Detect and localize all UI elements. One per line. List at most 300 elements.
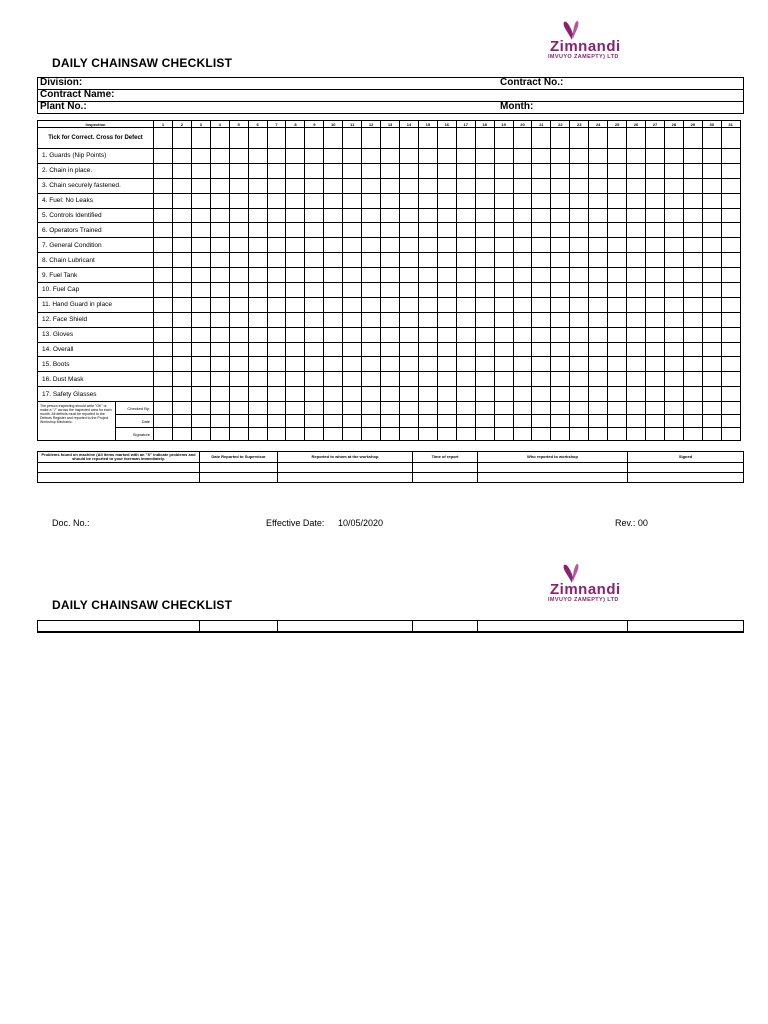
check-cell[interactable] bbox=[362, 342, 381, 357]
check-cell[interactable] bbox=[721, 128, 740, 149]
signoff-cell[interactable] bbox=[494, 428, 513, 441]
check-cell[interactable] bbox=[627, 238, 646, 253]
check-cell[interactable] bbox=[191, 268, 210, 283]
check-cell[interactable] bbox=[362, 297, 381, 312]
signoff-cell[interactable] bbox=[456, 402, 475, 415]
check-cell[interactable] bbox=[494, 372, 513, 387]
check-cell[interactable] bbox=[645, 128, 664, 149]
signoff-cell[interactable] bbox=[532, 415, 551, 428]
check-cell[interactable] bbox=[154, 387, 173, 402]
check-cell[interactable] bbox=[627, 128, 646, 149]
signoff-cell[interactable] bbox=[551, 415, 570, 428]
check-cell[interactable] bbox=[437, 163, 456, 178]
check-cell[interactable] bbox=[513, 238, 532, 253]
check-cell[interactable] bbox=[210, 208, 229, 223]
check-cell[interactable] bbox=[400, 178, 419, 193]
check-cell[interactable] bbox=[589, 238, 608, 253]
check-cell[interactable] bbox=[248, 223, 267, 238]
check-cell[interactable] bbox=[191, 297, 210, 312]
check-cell[interactable] bbox=[589, 283, 608, 298]
check-cell[interactable] bbox=[532, 193, 551, 208]
signoff-cell[interactable] bbox=[570, 428, 589, 441]
signoff-cell[interactable] bbox=[702, 415, 721, 428]
check-cell[interactable] bbox=[456, 253, 475, 268]
signoff-cell[interactable] bbox=[551, 428, 570, 441]
check-cell[interactable] bbox=[551, 149, 570, 164]
check-cell[interactable] bbox=[589, 128, 608, 149]
check-cell[interactable] bbox=[608, 149, 627, 164]
signoff-cell[interactable] bbox=[721, 415, 740, 428]
check-cell[interactable] bbox=[702, 268, 721, 283]
signoff-cell[interactable] bbox=[305, 415, 324, 428]
check-cell[interactable] bbox=[475, 238, 494, 253]
check-cell[interactable] bbox=[589, 149, 608, 164]
check-cell[interactable] bbox=[343, 283, 362, 298]
check-cell[interactable] bbox=[305, 268, 324, 283]
check-cell[interactable] bbox=[645, 163, 664, 178]
check-cell[interactable] bbox=[324, 193, 343, 208]
check-cell[interactable] bbox=[532, 163, 551, 178]
check-cell[interactable] bbox=[437, 193, 456, 208]
signoff-cell[interactable] bbox=[267, 402, 286, 415]
check-cell[interactable] bbox=[456, 128, 475, 149]
check-cell[interactable] bbox=[172, 283, 191, 298]
check-cell[interactable] bbox=[627, 223, 646, 238]
check-cell[interactable] bbox=[664, 297, 683, 312]
check-cell[interactable] bbox=[154, 193, 173, 208]
check-cell[interactable] bbox=[343, 193, 362, 208]
check-cell[interactable] bbox=[418, 223, 437, 238]
signoff-cell[interactable] bbox=[551, 402, 570, 415]
signoff-cell[interactable] bbox=[362, 428, 381, 441]
check-cell[interactable] bbox=[400, 128, 419, 149]
check-cell[interactable] bbox=[494, 208, 513, 223]
signoff-cell[interactable] bbox=[229, 415, 248, 428]
check-cell[interactable] bbox=[267, 312, 286, 327]
check-cell[interactable] bbox=[381, 327, 400, 342]
check-cell[interactable] bbox=[229, 297, 248, 312]
check-cell[interactable] bbox=[381, 342, 400, 357]
check-cell[interactable] bbox=[532, 223, 551, 238]
check-cell[interactable] bbox=[513, 223, 532, 238]
check-cell[interactable] bbox=[229, 253, 248, 268]
check-cell[interactable] bbox=[437, 312, 456, 327]
check-cell[interactable] bbox=[305, 128, 324, 149]
check-cell[interactable] bbox=[456, 208, 475, 223]
check-cell[interactable] bbox=[456, 223, 475, 238]
check-cell[interactable] bbox=[172, 223, 191, 238]
check-cell[interactable] bbox=[570, 128, 589, 149]
check-cell[interactable] bbox=[570, 223, 589, 238]
check-cell[interactable] bbox=[608, 387, 627, 402]
check-cell[interactable] bbox=[324, 372, 343, 387]
check-cell[interactable] bbox=[589, 297, 608, 312]
check-cell[interactable] bbox=[324, 342, 343, 357]
check-cell[interactable] bbox=[437, 387, 456, 402]
check-cell[interactable] bbox=[702, 297, 721, 312]
signoff-cell[interactable] bbox=[627, 415, 646, 428]
check-cell[interactable] bbox=[191, 238, 210, 253]
check-cell[interactable] bbox=[627, 342, 646, 357]
signoff-cell[interactable] bbox=[286, 402, 305, 415]
check-cell[interactable] bbox=[267, 193, 286, 208]
check-cell[interactable] bbox=[324, 312, 343, 327]
check-cell[interactable] bbox=[702, 193, 721, 208]
check-cell[interactable] bbox=[589, 178, 608, 193]
check-cell[interactable] bbox=[381, 357, 400, 372]
check-cell[interactable] bbox=[551, 268, 570, 283]
check-cell[interactable] bbox=[589, 387, 608, 402]
check-cell[interactable] bbox=[532, 238, 551, 253]
check-cell[interactable] bbox=[267, 268, 286, 283]
check-cell[interactable] bbox=[683, 193, 702, 208]
check-cell[interactable] bbox=[248, 253, 267, 268]
check-cell[interactable] bbox=[475, 372, 494, 387]
check-cell[interactable] bbox=[475, 283, 494, 298]
check-cell[interactable] bbox=[381, 283, 400, 298]
reported-to-cell[interactable] bbox=[278, 621, 413, 633]
check-cell[interactable] bbox=[702, 163, 721, 178]
check-cell[interactable] bbox=[627, 357, 646, 372]
signoff-cell[interactable] bbox=[248, 428, 267, 441]
check-cell[interactable] bbox=[551, 163, 570, 178]
check-cell[interactable] bbox=[248, 283, 267, 298]
check-cell[interactable] bbox=[400, 149, 419, 164]
check-cell[interactable] bbox=[532, 208, 551, 223]
check-cell[interactable] bbox=[210, 327, 229, 342]
check-cell[interactable] bbox=[721, 297, 740, 312]
check-cell[interactable] bbox=[172, 268, 191, 283]
check-cell[interactable] bbox=[721, 163, 740, 178]
check-cell[interactable] bbox=[608, 297, 627, 312]
check-cell[interactable] bbox=[702, 178, 721, 193]
check-cell[interactable] bbox=[191, 283, 210, 298]
check-cell[interactable] bbox=[494, 178, 513, 193]
check-cell[interactable] bbox=[154, 178, 173, 193]
problem-cell[interactable] bbox=[38, 621, 200, 633]
signoff-cell[interactable] bbox=[154, 428, 173, 441]
check-cell[interactable] bbox=[721, 208, 740, 223]
check-cell[interactable] bbox=[418, 387, 437, 402]
check-cell[interactable] bbox=[267, 149, 286, 164]
check-cell[interactable] bbox=[362, 312, 381, 327]
check-cell[interactable] bbox=[305, 312, 324, 327]
check-cell[interactable] bbox=[154, 297, 173, 312]
check-cell[interactable] bbox=[172, 208, 191, 223]
check-cell[interactable] bbox=[437, 238, 456, 253]
check-cell[interactable] bbox=[418, 342, 437, 357]
check-cell[interactable] bbox=[400, 268, 419, 283]
signoff-cell[interactable] bbox=[589, 428, 608, 441]
check-cell[interactable] bbox=[381, 238, 400, 253]
signoff-cell[interactable] bbox=[324, 415, 343, 428]
signoff-cell[interactable] bbox=[721, 402, 740, 415]
check-cell[interactable] bbox=[400, 283, 419, 298]
check-cell[interactable] bbox=[683, 312, 702, 327]
signoff-cell[interactable] bbox=[608, 402, 627, 415]
check-cell[interactable] bbox=[551, 297, 570, 312]
check-cell[interactable] bbox=[267, 387, 286, 402]
check-cell[interactable] bbox=[551, 357, 570, 372]
check-cell[interactable] bbox=[267, 283, 286, 298]
check-cell[interactable] bbox=[267, 208, 286, 223]
signoff-cell[interactable] bbox=[229, 402, 248, 415]
check-cell[interactable] bbox=[513, 128, 532, 149]
check-cell[interactable] bbox=[551, 128, 570, 149]
check-cell[interactable] bbox=[362, 387, 381, 402]
check-cell[interactable] bbox=[400, 208, 419, 223]
check-cell[interactable] bbox=[229, 128, 248, 149]
check-cell[interactable] bbox=[154, 128, 173, 149]
check-cell[interactable] bbox=[191, 178, 210, 193]
signoff-cell[interactable] bbox=[381, 428, 400, 441]
check-cell[interactable] bbox=[248, 149, 267, 164]
signoff-cell[interactable] bbox=[191, 402, 210, 415]
check-cell[interactable] bbox=[551, 372, 570, 387]
signoff-cell[interactable] bbox=[267, 415, 286, 428]
check-cell[interactable] bbox=[172, 387, 191, 402]
check-cell[interactable] bbox=[475, 387, 494, 402]
time-cell[interactable] bbox=[413, 473, 478, 483]
check-cell[interactable] bbox=[248, 387, 267, 402]
check-cell[interactable] bbox=[343, 163, 362, 178]
signoff-cell[interactable] bbox=[324, 428, 343, 441]
check-cell[interactable] bbox=[721, 342, 740, 357]
check-cell[interactable] bbox=[702, 342, 721, 357]
check-cell[interactable] bbox=[589, 193, 608, 208]
check-cell[interactable] bbox=[381, 312, 400, 327]
check-cell[interactable] bbox=[210, 238, 229, 253]
check-cell[interactable] bbox=[513, 342, 532, 357]
check-cell[interactable] bbox=[570, 342, 589, 357]
check-cell[interactable] bbox=[210, 357, 229, 372]
check-cell[interactable] bbox=[494, 193, 513, 208]
check-cell[interactable] bbox=[645, 312, 664, 327]
check-cell[interactable] bbox=[513, 193, 532, 208]
check-cell[interactable] bbox=[229, 223, 248, 238]
signoff-cell[interactable] bbox=[456, 428, 475, 441]
check-cell[interactable] bbox=[154, 163, 173, 178]
check-cell[interactable] bbox=[267, 327, 286, 342]
check-cell[interactable] bbox=[324, 163, 343, 178]
check-cell[interactable] bbox=[229, 357, 248, 372]
check-cell[interactable] bbox=[305, 342, 324, 357]
check-cell[interactable] bbox=[343, 253, 362, 268]
check-cell[interactable] bbox=[532, 253, 551, 268]
signoff-cell[interactable] bbox=[154, 415, 173, 428]
check-cell[interactable] bbox=[702, 283, 721, 298]
check-cell[interactable] bbox=[721, 312, 740, 327]
check-cell[interactable] bbox=[570, 327, 589, 342]
check-cell[interactable] bbox=[400, 387, 419, 402]
check-cell[interactable] bbox=[551, 208, 570, 223]
check-cell[interactable] bbox=[532, 342, 551, 357]
check-cell[interactable] bbox=[627, 208, 646, 223]
check-cell[interactable] bbox=[608, 268, 627, 283]
check-cell[interactable] bbox=[475, 312, 494, 327]
check-cell[interactable] bbox=[532, 312, 551, 327]
check-cell[interactable] bbox=[400, 253, 419, 268]
check-cell[interactable] bbox=[721, 327, 740, 342]
check-cell[interactable] bbox=[286, 163, 305, 178]
signoff-cell[interactable] bbox=[324, 402, 343, 415]
signoff-cell[interactable] bbox=[343, 415, 362, 428]
check-cell[interactable] bbox=[664, 253, 683, 268]
signoff-cell[interactable] bbox=[286, 428, 305, 441]
check-cell[interactable] bbox=[418, 238, 437, 253]
check-cell[interactable] bbox=[475, 128, 494, 149]
check-cell[interactable] bbox=[400, 238, 419, 253]
check-cell[interactable] bbox=[362, 253, 381, 268]
signoff-cell[interactable] bbox=[343, 402, 362, 415]
signoff-cell[interactable] bbox=[532, 402, 551, 415]
check-cell[interactable] bbox=[324, 297, 343, 312]
check-cell[interactable] bbox=[172, 372, 191, 387]
signoff-cell[interactable] bbox=[210, 415, 229, 428]
check-cell[interactable] bbox=[343, 128, 362, 149]
check-cell[interactable] bbox=[172, 178, 191, 193]
check-cell[interactable] bbox=[589, 312, 608, 327]
signoff-cell[interactable] bbox=[645, 428, 664, 441]
check-cell[interactable] bbox=[400, 312, 419, 327]
check-cell[interactable] bbox=[589, 163, 608, 178]
check-cell[interactable] bbox=[362, 208, 381, 223]
check-cell[interactable] bbox=[608, 163, 627, 178]
check-cell[interactable] bbox=[475, 223, 494, 238]
check-cell[interactable] bbox=[286, 223, 305, 238]
check-cell[interactable] bbox=[267, 253, 286, 268]
check-cell[interactable] bbox=[513, 163, 532, 178]
check-cell[interactable] bbox=[267, 238, 286, 253]
check-cell[interactable] bbox=[627, 297, 646, 312]
check-cell[interactable] bbox=[154, 208, 173, 223]
check-cell[interactable] bbox=[494, 342, 513, 357]
check-cell[interactable] bbox=[437, 357, 456, 372]
check-cell[interactable] bbox=[570, 387, 589, 402]
check-cell[interactable] bbox=[608, 193, 627, 208]
check-cell[interactable] bbox=[210, 253, 229, 268]
signed-cell[interactable] bbox=[628, 621, 744, 633]
check-cell[interactable] bbox=[532, 357, 551, 372]
check-cell[interactable] bbox=[475, 342, 494, 357]
check-cell[interactable] bbox=[191, 163, 210, 178]
check-cell[interactable] bbox=[570, 178, 589, 193]
check-cell[interactable] bbox=[456, 297, 475, 312]
check-cell[interactable] bbox=[229, 342, 248, 357]
check-cell[interactable] bbox=[210, 372, 229, 387]
check-cell[interactable] bbox=[418, 128, 437, 149]
check-cell[interactable] bbox=[418, 357, 437, 372]
signoff-cell[interactable] bbox=[172, 428, 191, 441]
check-cell[interactable] bbox=[494, 238, 513, 253]
check-cell[interactable] bbox=[627, 327, 646, 342]
check-cell[interactable] bbox=[513, 312, 532, 327]
signoff-cell[interactable] bbox=[532, 428, 551, 441]
check-cell[interactable] bbox=[532, 128, 551, 149]
check-cell[interactable] bbox=[210, 149, 229, 164]
check-cell[interactable] bbox=[608, 178, 627, 193]
check-cell[interactable] bbox=[267, 357, 286, 372]
check-cell[interactable] bbox=[645, 327, 664, 342]
check-cell[interactable] bbox=[664, 193, 683, 208]
check-cell[interactable] bbox=[305, 238, 324, 253]
check-cell[interactable] bbox=[702, 312, 721, 327]
check-cell[interactable] bbox=[305, 149, 324, 164]
check-cell[interactable] bbox=[418, 297, 437, 312]
check-cell[interactable] bbox=[702, 253, 721, 268]
check-cell[interactable] bbox=[343, 178, 362, 193]
check-cell[interactable] bbox=[305, 297, 324, 312]
signoff-cell[interactable] bbox=[437, 415, 456, 428]
check-cell[interactable] bbox=[381, 297, 400, 312]
signoff-cell[interactable] bbox=[418, 415, 437, 428]
check-cell[interactable] bbox=[683, 163, 702, 178]
check-cell[interactable] bbox=[683, 238, 702, 253]
check-cell[interactable] bbox=[608, 128, 627, 149]
check-cell[interactable] bbox=[437, 128, 456, 149]
check-cell[interactable] bbox=[494, 327, 513, 342]
check-cell[interactable] bbox=[683, 283, 702, 298]
signoff-cell[interactable] bbox=[400, 428, 419, 441]
check-cell[interactable] bbox=[286, 128, 305, 149]
signed-cell[interactable] bbox=[628, 463, 744, 473]
check-cell[interactable] bbox=[154, 149, 173, 164]
check-cell[interactable] bbox=[551, 283, 570, 298]
check-cell[interactable] bbox=[645, 253, 664, 268]
check-cell[interactable] bbox=[362, 128, 381, 149]
check-cell[interactable] bbox=[172, 128, 191, 149]
check-cell[interactable] bbox=[381, 387, 400, 402]
check-cell[interactable] bbox=[324, 327, 343, 342]
check-cell[interactable] bbox=[418, 178, 437, 193]
check-cell[interactable] bbox=[532, 268, 551, 283]
check-cell[interactable] bbox=[664, 327, 683, 342]
check-cell[interactable] bbox=[324, 178, 343, 193]
check-cell[interactable] bbox=[324, 208, 343, 223]
check-cell[interactable] bbox=[191, 149, 210, 164]
check-cell[interactable] bbox=[494, 128, 513, 149]
check-cell[interactable] bbox=[191, 312, 210, 327]
check-cell[interactable] bbox=[721, 238, 740, 253]
check-cell[interactable] bbox=[418, 208, 437, 223]
check-cell[interactable] bbox=[381, 223, 400, 238]
check-cell[interactable] bbox=[645, 223, 664, 238]
check-cell[interactable] bbox=[683, 253, 702, 268]
check-cell[interactable] bbox=[286, 342, 305, 357]
check-cell[interactable] bbox=[343, 223, 362, 238]
signoff-cell[interactable] bbox=[418, 428, 437, 441]
check-cell[interactable] bbox=[286, 387, 305, 402]
signoff-cell[interactable] bbox=[494, 402, 513, 415]
check-cell[interactable] bbox=[645, 238, 664, 253]
check-cell[interactable] bbox=[551, 387, 570, 402]
check-cell[interactable] bbox=[248, 297, 267, 312]
check-cell[interactable] bbox=[305, 163, 324, 178]
check-cell[interactable] bbox=[721, 357, 740, 372]
check-cell[interactable] bbox=[589, 372, 608, 387]
check-cell[interactable] bbox=[570, 268, 589, 283]
check-cell[interactable] bbox=[418, 372, 437, 387]
signoff-cell[interactable] bbox=[513, 428, 532, 441]
check-cell[interactable] bbox=[570, 253, 589, 268]
check-cell[interactable] bbox=[513, 253, 532, 268]
check-cell[interactable] bbox=[664, 342, 683, 357]
check-cell[interactable] bbox=[437, 283, 456, 298]
check-cell[interactable] bbox=[570, 193, 589, 208]
check-cell[interactable] bbox=[664, 268, 683, 283]
check-cell[interactable] bbox=[627, 283, 646, 298]
check-cell[interactable] bbox=[286, 327, 305, 342]
